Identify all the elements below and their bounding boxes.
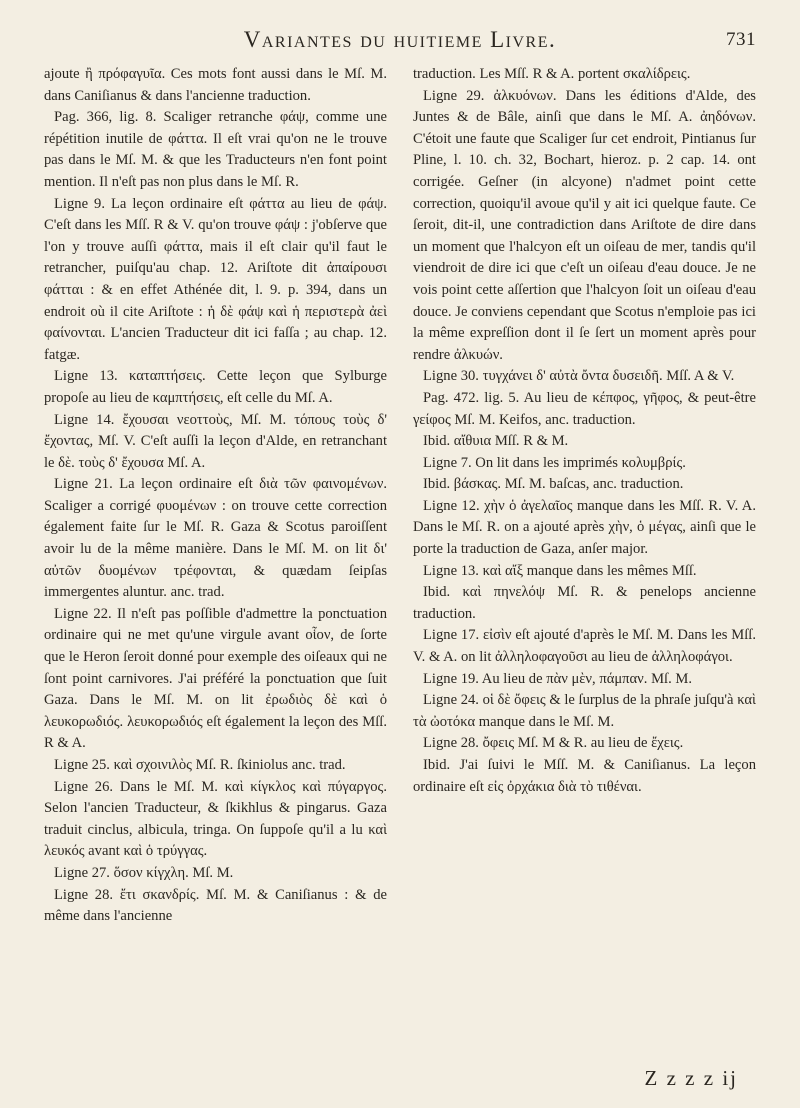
note-paragraph: Ibid. βάσκας. Mſ. M. baſcas, anc. traduction. — [423, 476, 684, 493]
left-column — [44, 64, 387, 928]
note-paragraph: Ligne 28. ὄφεις Mſ. M & R. au lieu de ἔχεις. — [423, 735, 684, 752]
page-number: 731 — [726, 29, 756, 50]
running-title: Variantes du huitieme Livre. — [243, 27, 557, 52]
note-paragraph: Ligne 26. Dans le Mſ. M. καὶ κίγκλος καὶ πύγαργος. Selon l'ancien Traducteur, & ſkikhlus & pingarus. Gaza traduit cinclus, albicula, tringa. On ſuppoſe qu'il a lu καὶ λευκός avant καὶ ὁ τρύγγας. — [44, 778, 387, 860]
note-paragraph: Ligne 13. καὶ αἴξ manque dans les mêmes Mſſ. — [423, 562, 697, 579]
note-paragraph: Ligne 13. καταπτήσεις. Cette leçon que Sylburge propoſe au lieu de καμπτήσεις, eſt celle du Mſ. A. — [44, 368, 387, 406]
two-column-body — [44, 64, 756, 928]
note-paragraph: Ibid. καὶ πηνελόψ Mſ. R. & penelops ancienne traduction. — [413, 584, 756, 622]
note-paragraph: Ligne 17. εἰσὶν eſt ajouté d'après le Mſ. M. Dans les Mſſ. V. & A. on lit ἀλληλοφαγοῦσι au lieu de ἀλληλοφάγοι. — [413, 627, 756, 666]
note-paragraph: traduction. Les Mſſ. R & A. portent σκαλίδρεις. — [413, 66, 691, 82]
note-paragraph: Ligne 25. καὶ σχοινιλὸς Mſ. R. ſkiniolus anc. trad. — [54, 757, 346, 773]
note-paragraph: Ligne 24. οἱ δὲ ὄφεις & le ſurplus de la phraſe juſqu'à καὶ τὰ ὠοτόκα manque dans le Mſ. M. — [413, 692, 756, 730]
note-paragraph: ajoute ἢ πρόφαγυῖα. Ces mots font aussi dans le Mſ. M. dans Caniſianus & dans l'ancienne traduction. — [44, 66, 387, 104]
note-paragraph: Ligne 7. On lit dans les imprimés κολυμβρίς. — [423, 454, 686, 471]
note-paragraph: Pag. 472. lig. 5. Au lieu de κέπφος, γῆφος, & peut-être γείφος Mſ. M. Keifos, anc. traduction. — [413, 389, 756, 428]
note-paragraph: Ibid. αἴθυια Mſſ. R & M. — [423, 433, 569, 450]
note-paragraph: Pag. 366, lig. 8. Scaliger retranche φάψ, comme une répétition inutile de φάττα. Il eſt vrai qu'on ne le trouve pas dans le Mſ. M. & que les Traducteurs n'en font point mention. Il n'eſt pas non plus dans le Mſ. R. — [44, 109, 387, 190]
note-paragraph: Ligne 30. τυγχάνει δ' αὐτὰ ὄντα δυσειδῆ. Mſſ. A & V. — [423, 368, 735, 385]
note-paragraph: Ligne 21. La leçon ordinaire eſt διὰ τῶν φαινομένων. Scaliger a corrigé φυομένων : on trouve cette correction également faite ſur le Mſ. R. Gaza & Scotus paroiſſent avoir lu de la même manière. Dans le Mſ. M. on lit δι' αὐτῶν δυομένων τρέφονται, & quædam ſeipſas immergentes aluntur. anc. trad. — [44, 476, 387, 601]
note-paragraph: Ligne 27. ὅσον κίγχλη. Mſ. M. — [54, 864, 234, 881]
note-paragraph: Ligne 28. ἔτι σκανδρίς. Mſ. M. & Caniſianus : & de même dans l'ancienne — [44, 886, 387, 925]
note-paragraph: Ligne 14. ἔχουσαι νεοττοὺς, Mſ. M. τόπους τοὺς δ' ἔχοντας, Mſ. V. C'eſt auſſi la leçon d'Alde, en retranchant le δὲ. τοὺς δ' ἔχουσα Mſ. A. — [44, 411, 387, 471]
signature-mark: Z z z z ij — [644, 1066, 738, 1090]
note-paragraph: Ligne 19. Au lieu de πὰν μὲν, πάμπαν. Mſ. M. — [423, 670, 693, 687]
note-paragraph: Ligne 9. La leçon ordinaire eſt φάττα au lieu de φάψ. C'eſt dans les Mſſ. R & V. qu'on trouve φάψ : j'obſerve que l'on y trouve auſſi φάττα, mais il eſt clair qu'il faut le retrancher, puiſqu'au chap. 12. Ariſtote dit ἀπαίρουσι φάτται : & en effet Athénée dit, l. 9. p. 394, dans un endroit où il cite Ariſtote : ἡ δὲ φάψ καὶ ἡ περιστερὰ ἀεὶ φαίνονται. L'ancien Traducteur dit ici faſſa ; au chap. 12. fatgæ. — [44, 195, 387, 363]
note-paragraph: Ibid. J'ai ſuivi le Mſſ. M. & Caniſianus. La leçon ordinaire eſt εἰς ὀρχάκια διὰ τὸ τιθέναι. — [413, 757, 756, 795]
right-column — [413, 64, 756, 928]
running-head — [44, 20, 756, 60]
note-paragraph: Ligne 12. χὴν ὁ ἀγελαῖος manque dans les Mſſ. R. V. A. Dans le Mſ. R. on a ajouté après χὴν, ὁ μέγας, ainſi que le porte la traduction de Gaza, anſer major. — [413, 497, 756, 558]
note-paragraph: Ligne 29. ἀλκυόνων. Dans les éditions d'Alde, des Juntes & de Bâle, ainſi que dans le Mſ. A. ἀηδόνων. C'étoit une faute que Scaliger ſur cet endroit, Pintianus ſur Pline, l. 10. ch. 32, Bochart, hieroz. p. 2 cap. 14. ont corrigée. Geſner (in alcyone) n'admet point cette correction, quoiqu'il avoue qu'il y ait ici quelque faute. Ce ſeroit, dit-il, une contradiction dans Ariſtote de dire dans un moment que l'halcyon eſt un oiſeau de mer, tandis qu'il viendroit de dire ici que c'eſt un oiſeau d'eau douce. Je ne vois point cette aſſertion que l'halcyon ſoit un oiſeau d'eau douce. Je conviens cependant que Scotus n'emploie pas ici la même expreſſion dont il ſe ſert un moment après pour rendre ἀλκυών. — [413, 87, 756, 363]
note-paragraph: Ligne 22. Il n'eſt pas poſſible d'admettre la ponctuation ordinaire qui ne met qu'une virgule avant οἷον, de ſorte que le Heron ſeroit donné pour exemple des oiſeaux qui ne ſont point carnivores. J'ai préféré la ponctuation que ſuit Gaza. Dans le Mſ. M. on lit ἐρωδιὸς δὲ καὶ ὁ λευκορωδιός. λευκορωδιός eſt également la leçon des Mſſ. R & A. — [44, 605, 387, 752]
